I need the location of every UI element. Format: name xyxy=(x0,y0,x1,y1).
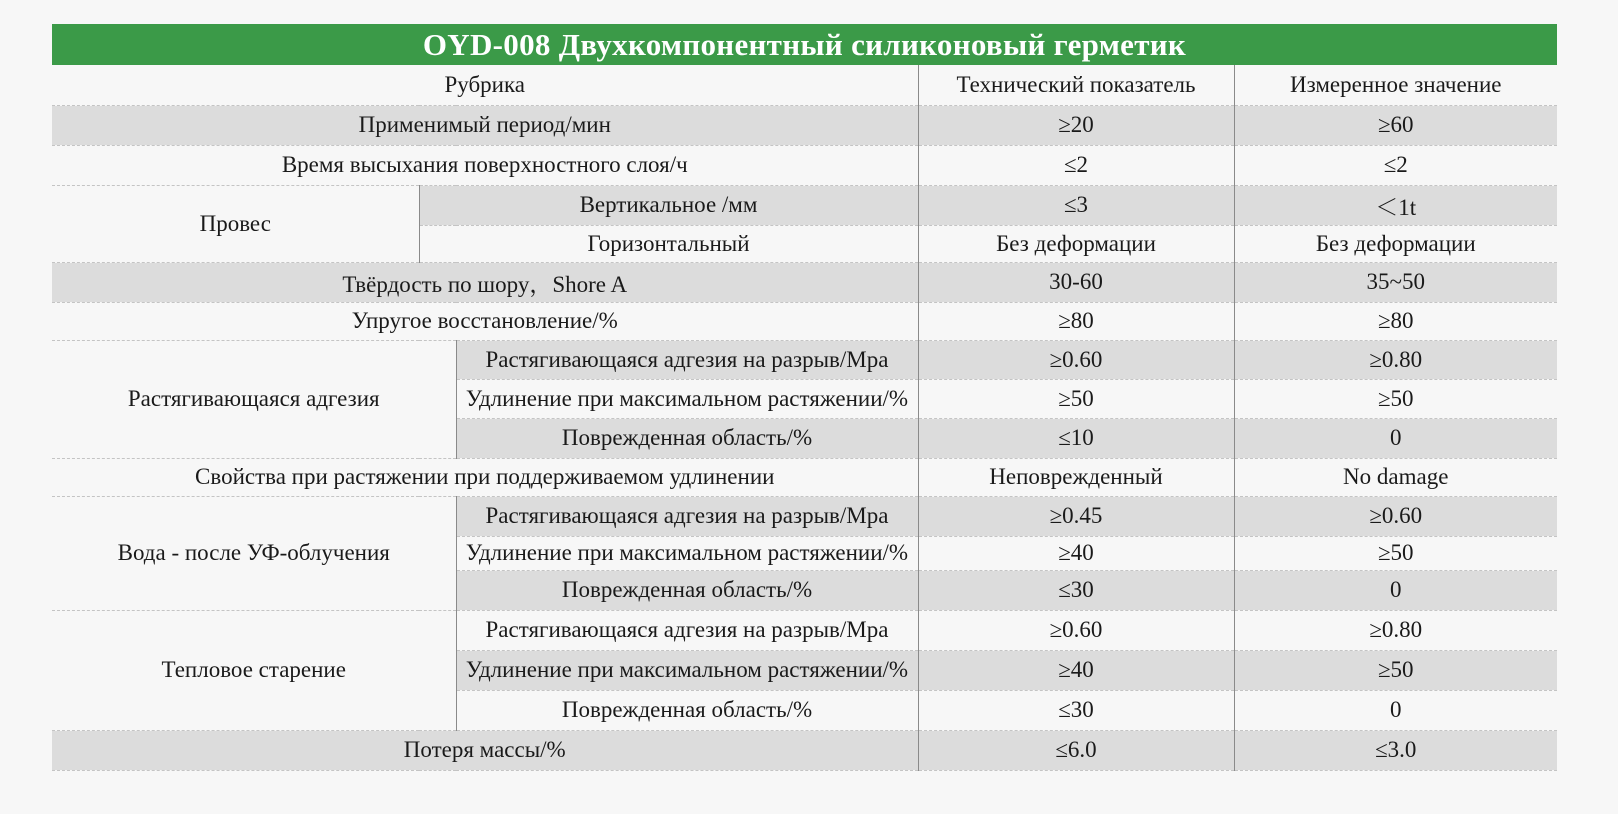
table-row xyxy=(52,105,1557,145)
table-row xyxy=(52,458,1557,496)
row-label: Удлинение при максимальном растяжении/% xyxy=(456,379,918,418)
row-label: Потеря массы/% xyxy=(52,730,918,770)
row-measured: 0 xyxy=(1234,418,1557,458)
row-spec: ≥20 xyxy=(918,105,1234,145)
row-spec: ≤3 xyxy=(918,185,1234,225)
row-measured: No damage xyxy=(1234,458,1557,496)
row-measured: 35~50 xyxy=(1234,262,1557,302)
row-spec: Неповрежденный xyxy=(918,458,1234,496)
row-measured: ≤2 xyxy=(1234,145,1557,185)
table-row xyxy=(52,340,1557,379)
row-spec: ≥0.45 xyxy=(918,496,1234,536)
row-measured: ≥50 xyxy=(1234,536,1557,570)
row-spec: ≥0.60 xyxy=(918,610,1234,650)
row-measured: ≥0.80 xyxy=(1234,610,1557,650)
row-spec: ≥40 xyxy=(918,536,1234,570)
row-measured: ＜1t xyxy=(1234,185,1557,225)
table-row xyxy=(52,262,1557,302)
row-measured: ≤3.0 xyxy=(1234,730,1557,770)
group-label-sag: Провес xyxy=(52,185,419,262)
row-measured: ≥0.60 xyxy=(1234,496,1557,536)
row-label: Свойства при растяжении при поддерживаемом удлинении xyxy=(52,458,918,496)
table-title: OYD-008 Двухкомпонентный силиконовый герметик xyxy=(52,24,1557,65)
row-label: Поврежденная область/% xyxy=(456,418,918,458)
row-spec: ≤30 xyxy=(918,690,1234,730)
row-measured: 0 xyxy=(1234,570,1557,610)
row-spec: ≤30 xyxy=(918,570,1234,610)
table-row xyxy=(52,185,1557,225)
table-row xyxy=(52,302,1557,340)
row-label: Поврежденная область/% xyxy=(456,690,918,730)
group-label-water-uv: Вода - после УФ-облучения xyxy=(52,496,456,610)
table-header-row xyxy=(52,65,1557,105)
row-spec: ≥50 xyxy=(918,379,1234,418)
header-measured: Измеренное значение xyxy=(1234,65,1557,105)
group-label-heat: Тепловое старение xyxy=(52,610,456,730)
row-measured: 0 xyxy=(1234,690,1557,730)
row-label: Растягивающаяся адгезия на разрыв/Mpa xyxy=(456,496,918,536)
spec-sheet xyxy=(52,24,1557,771)
row-spec: ≥0.60 xyxy=(918,340,1234,379)
group-label-tensile: Растягивающаяся адгезия xyxy=(52,340,456,458)
row-label: Удлинение при максимальном растяжении/% xyxy=(456,536,918,570)
row-measured: ≥60 xyxy=(1234,105,1557,145)
row-spec: 30-60 xyxy=(918,262,1234,302)
row-label: Поврежденная область/% xyxy=(456,570,918,610)
row-spec: ≤2 xyxy=(918,145,1234,185)
row-label: Применимый период/мин xyxy=(52,105,918,145)
row-measured: ≥50 xyxy=(1234,379,1557,418)
row-spec: ≤10 xyxy=(918,418,1234,458)
row-spec: ≥80 xyxy=(918,302,1234,340)
row-measured: ≥0.80 xyxy=(1234,340,1557,379)
table-row xyxy=(52,610,1557,650)
row-label: Растягивающаяся адгезия на разрыв/Mpa xyxy=(456,610,918,650)
row-label: Растягивающаяся адгезия на разрыв/Mpa xyxy=(456,340,918,379)
row-measured: ≥50 xyxy=(1234,650,1557,690)
row-label: Упругое восстановление/% xyxy=(52,302,918,340)
row-measured: Без деформации xyxy=(1234,225,1557,262)
table-row xyxy=(52,145,1557,185)
row-label: Удлинение при максимальном растяжении/% xyxy=(456,650,918,690)
header-rubric: Рубрика xyxy=(52,65,918,105)
row-label: Время высыхания поверхностного слоя/ч xyxy=(52,145,918,185)
spec-table xyxy=(52,65,1557,771)
row-spec: Без деформации xyxy=(918,225,1234,262)
row-label: Вертикальное /мм xyxy=(419,185,918,225)
row-spec: ≥40 xyxy=(918,650,1234,690)
row-measured: ≥80 xyxy=(1234,302,1557,340)
row-spec: ≤6.0 xyxy=(918,730,1234,770)
row-label: Твёрдость по шору，Shore A xyxy=(52,262,918,302)
table-row xyxy=(52,730,1557,770)
row-label: Горизонтальный xyxy=(419,225,918,262)
header-spec: Технический показатель xyxy=(918,65,1234,105)
table-row xyxy=(52,496,1557,536)
